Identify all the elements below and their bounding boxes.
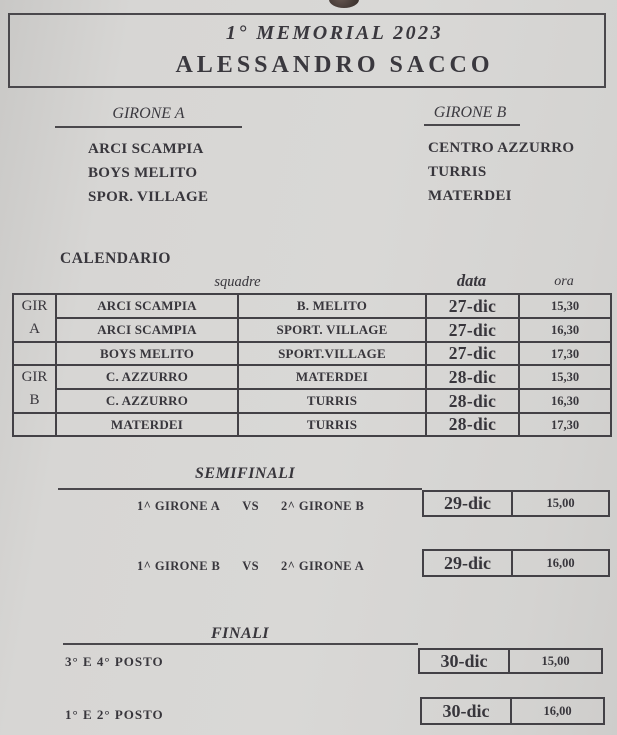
final-3rd-4th-label: 3° E 4° POSTO (65, 654, 164, 669)
away-team: MATERDEI (295, 369, 369, 384)
final-3rd-4th-datetime-box (418, 648, 603, 674)
vs-label: VS (242, 559, 259, 573)
home-team: ARCI SCAMPIA (97, 298, 197, 313)
match-time: 16,30 (550, 394, 580, 408)
semifinal-2-datetime-box (422, 549, 610, 577)
semifinal-2-label (137, 559, 364, 574)
table-row (13, 389, 611, 413)
away-team: TURRIS (306, 393, 358, 408)
match-date: 27-dic (448, 343, 497, 363)
page-subtitle: ALESSANDRO SACCO (175, 52, 494, 78)
column-header-data: data (456, 271, 487, 290)
group-cell-gir-a (13, 294, 56, 342)
team-name: SPOR. VILLAGE (88, 189, 209, 205)
table-row (13, 318, 611, 342)
semifinali-heading: SEMIFINALI (195, 465, 296, 482)
table-row (13, 413, 611, 436)
home-team: MATERDEI (110, 416, 184, 432)
match-time: 16,30 (550, 323, 580, 337)
girone-b-team-list (428, 140, 574, 205)
semifinal-2-date: 29-dic (422, 549, 513, 577)
match-date: 28-dic (448, 414, 497, 434)
group-label: GIR (21, 369, 48, 385)
home-team: C. AZZURRO (105, 393, 189, 408)
semifinal-2-away: 2^ GIRONE A (280, 559, 365, 573)
girone-b-heading: GIRONE B (433, 104, 507, 121)
semifinal-1-home: 1^ GIRONE A (137, 499, 221, 513)
page-title: 1° MEMORIAL 2023 (225, 22, 444, 44)
final-3rd-4th-date: 30-dic (418, 648, 510, 674)
match-date: 27-dic (448, 319, 497, 340)
column-header-ora: ora (554, 274, 574, 289)
table-row (13, 342, 611, 365)
finali-heading: FINALI (211, 625, 270, 642)
table-row (13, 365, 611, 389)
away-team: SPORT.VILLAGE (278, 345, 386, 361)
match-date: 28-dic (448, 366, 497, 387)
finali-rule (63, 643, 418, 645)
group-label: A (29, 321, 40, 337)
group-cell-empty (13, 342, 56, 365)
team-name: TURRIS (428, 164, 487, 180)
girone-a-team-list (88, 141, 208, 206)
semifinal-1-label (137, 499, 364, 514)
magnet-pin-icon (329, 0, 359, 8)
home-team: C. AZZURRO (105, 369, 189, 384)
match-date: 27-dic (448, 295, 497, 316)
match-time: 15,30 (550, 299, 580, 313)
final-1st-2nd-label: 1° E 2° POSTO (65, 707, 164, 722)
match-date: 28-dic (448, 390, 497, 411)
semifinal-1-away: 2^ GIRONE B (280, 499, 365, 513)
match-time: 17,30 (550, 417, 580, 432)
group-label: B (29, 392, 40, 408)
match-time: 15,30 (550, 370, 580, 384)
group-cell-gir-b (13, 365, 56, 413)
vs-label: VS (242, 499, 259, 513)
away-team: B. MELITO (296, 298, 368, 313)
semifinali-rule (58, 488, 422, 490)
match-time: 17,30 (550, 346, 580, 361)
semifinal-2-home: 1^ GIRONE B (137, 559, 221, 573)
title-box (8, 13, 606, 88)
girone-a-heading: GIRONE A (112, 105, 185, 122)
girone-a-underline (55, 126, 242, 128)
group-label: GIR (21, 298, 48, 314)
team-name: ARCI SCAMPIA (88, 141, 204, 157)
home-team: BOYS MELITO (99, 345, 195, 361)
home-team: ARCI SCAMPIA (97, 322, 197, 337)
final-1st-2nd-time: 16,00 (512, 697, 605, 725)
final-3rd-4th-time: 15,00 (510, 648, 603, 674)
girone-b-underline (424, 124, 520, 126)
away-team: TURRIS (306, 416, 358, 432)
team-name: MATERDEI (428, 188, 512, 204)
team-name: BOYS MELITO (88, 165, 198, 181)
final-1st-2nd-datetime-box (420, 697, 605, 725)
semifinal-1-datetime-box (422, 490, 610, 517)
semifinal-1-time: 15,00 (513, 490, 610, 517)
calendario-heading: CALENDARIO (60, 250, 171, 267)
column-header-squadre: squadre (214, 274, 261, 290)
team-name: CENTRO AZZURRO (428, 140, 575, 156)
away-team: SPORT. VILLAGE (276, 322, 388, 337)
semifinal-2-time: 16,00 (513, 549, 610, 577)
table-row (13, 294, 611, 318)
calendar-table (12, 293, 612, 437)
final-1st-2nd-date: 30-dic (420, 697, 512, 725)
semifinal-1-date: 29-dic (422, 490, 513, 517)
group-cell-empty (13, 413, 56, 436)
